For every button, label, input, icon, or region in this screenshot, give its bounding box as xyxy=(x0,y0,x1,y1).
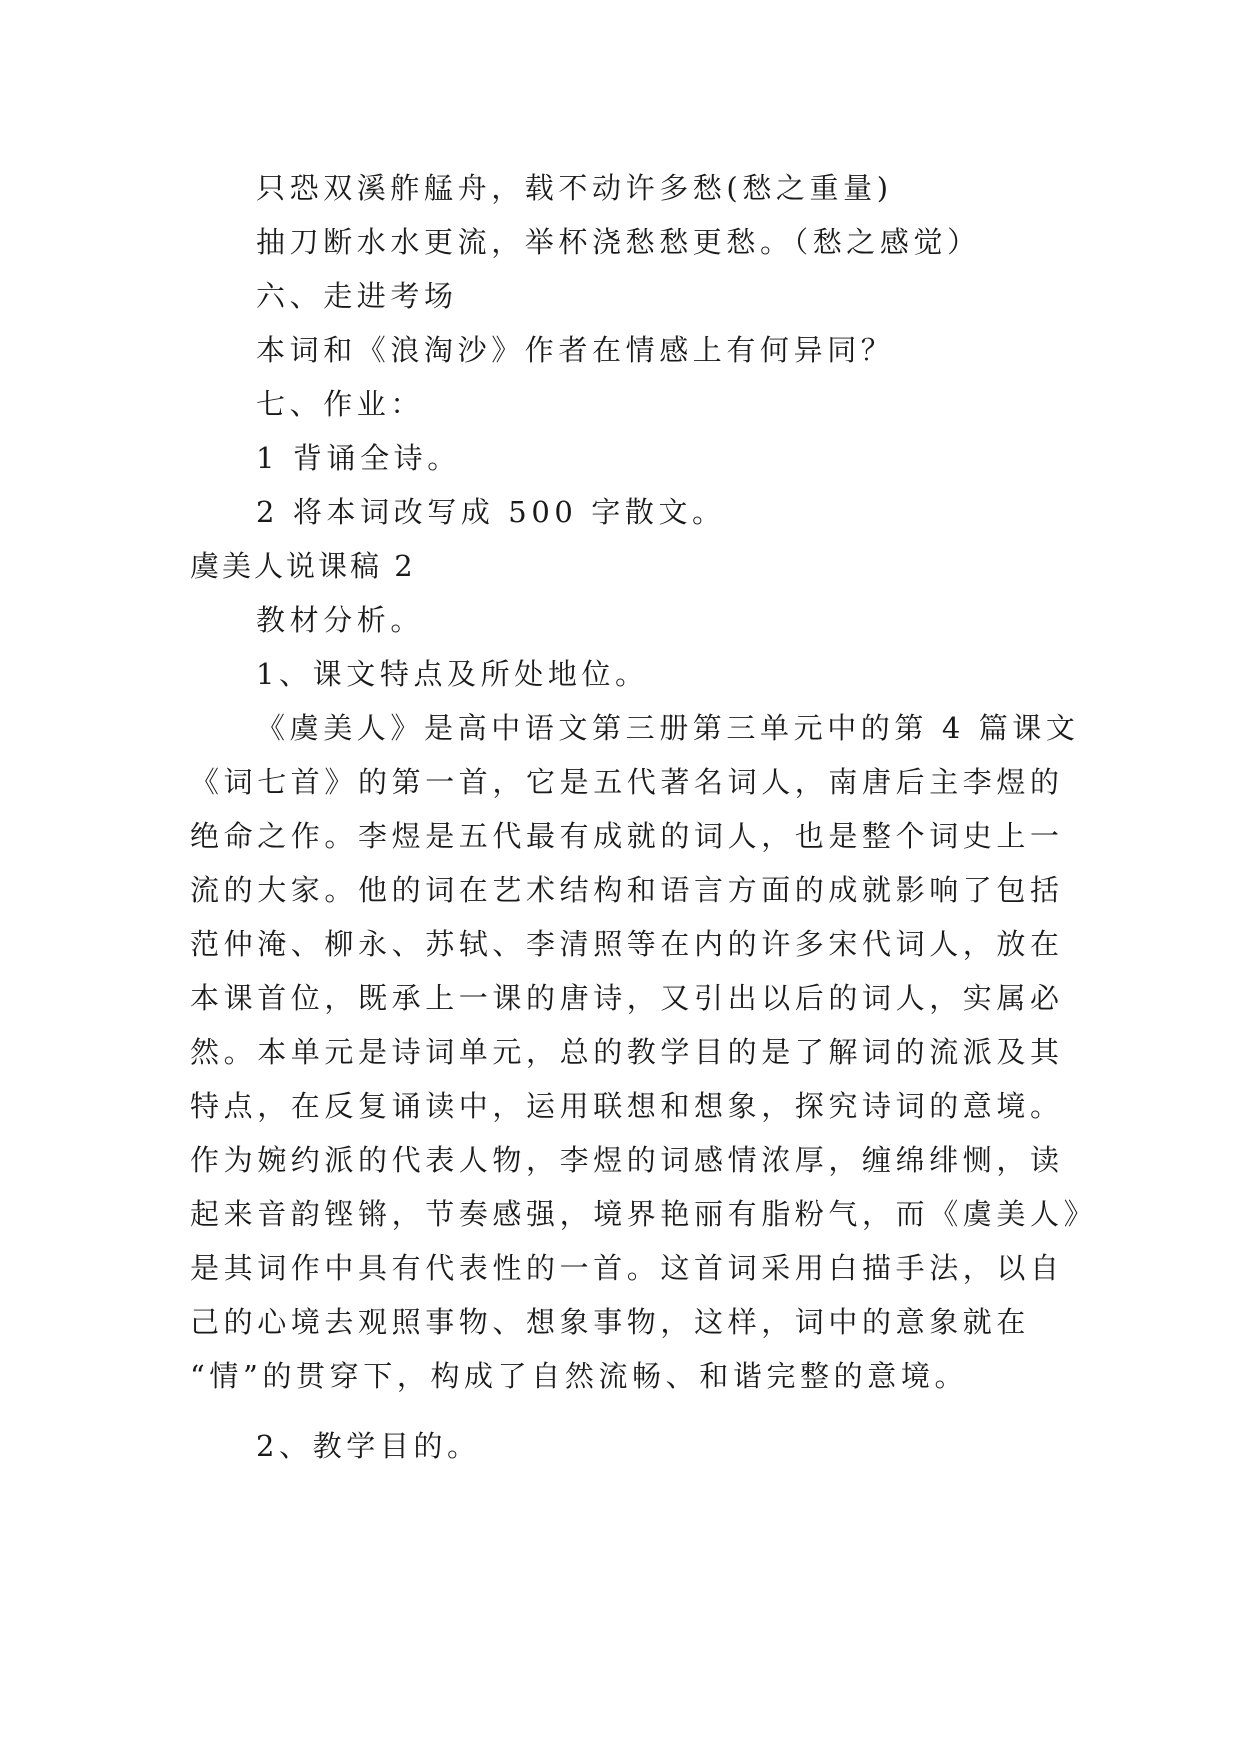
poem-line-1: 只恐双溪舴艋舟，载不动许多愁(愁之重量) xyxy=(256,171,893,205)
paragraph-line-13: “情”的贯穿下，构成了自然流畅、和谐完整的意境。 xyxy=(190,1359,969,1393)
section-heading-6: 六、走进考场 xyxy=(256,279,458,313)
paragraph-line-4: 流的大家。他的词在艺术结构和语言方面的成就影响了包括 xyxy=(190,873,1064,907)
subheading-text-features: 1、课文特点及所处地位。 xyxy=(256,657,649,691)
paragraph-line-1: 《虞美人》是高中语文第三册第三单元中的第 4 篇课文 xyxy=(256,711,1080,745)
paragraph-line-7: 然。本单元是诗词单元，总的教学目的是了解词的流派及其 xyxy=(190,1035,1064,1069)
paragraph-line-8: 特点，在反复诵读中，运用联想和想象，探究诗词的意境。 xyxy=(190,1089,1064,1123)
subheading-teaching-goals: 2、教学目的。 xyxy=(256,1429,481,1463)
document-title: 虞美人说课稿 2 xyxy=(190,549,416,583)
paragraph-line-9: 作为婉约派的代表人物，李煜的词感情浓厚，缠绵绯恻，读 xyxy=(190,1143,1064,1177)
paragraph-line-12: 己的心境去观照事物、想象事物，这样，词中的意象就在 xyxy=(190,1305,1031,1339)
paragraph-line-2: 《词七首》的第一首，它是五代著名词人，南唐后主李煜的 xyxy=(190,765,1064,799)
homework-item-2: 2 将本词改写成 500 字散文。 xyxy=(256,495,726,529)
homework-item-1: 1 背诵全诗。 xyxy=(256,441,461,475)
paragraph-line-6: 本课首位，既承上一课的唐诗，又引出以后的词人，实属必 xyxy=(190,981,1064,1015)
poem-line-2: 抽刀断水水更流，举杯浇愁愁更愁。（愁之感觉） xyxy=(256,225,981,259)
paragraph-line-5: 范仲淹、柳永、苏轼、李清照等在内的许多宋代词人，放在 xyxy=(190,927,1064,961)
paragraph-line-3: 绝命之作。李煜是五代最有成就的词人，也是整个词史上一 xyxy=(190,819,1064,853)
paragraph-line-11: 是其词作中具有代表性的一首。这首词采用白描手法，以自 xyxy=(190,1251,1064,1285)
section-heading-7: 七、作业： xyxy=(256,387,425,421)
subheading-material-analysis: 教材分析。 xyxy=(256,603,425,637)
paragraph-line-10: 起来音韵铿锵，节奏感强，境界艳丽有脂粉气，而《虞美人》 xyxy=(190,1197,1098,1231)
exam-question: 本词和《浪淘沙》作者在情感上有何异同？ xyxy=(256,333,895,367)
